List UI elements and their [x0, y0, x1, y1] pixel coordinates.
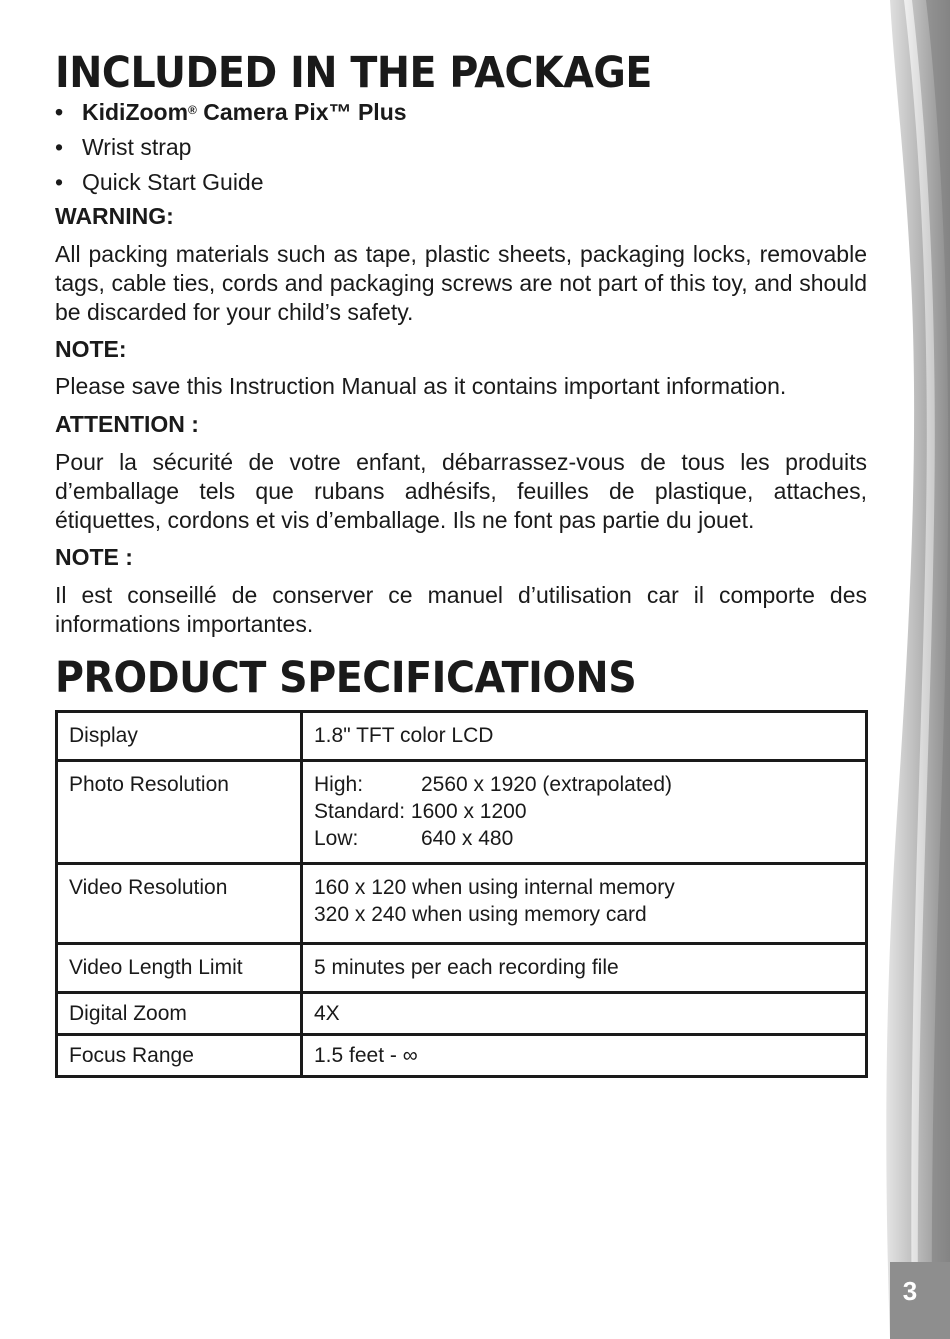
- spec-key: Video Resolution: [57, 864, 302, 944]
- decorative-swoosh: [860, 0, 950, 1339]
- page-number: 3: [902, 1276, 918, 1306]
- list-item: [55, 96, 407, 131]
- product-name-suffix: Camera Pix™ Plus: [196, 99, 407, 125]
- bullet: •: [55, 134, 64, 160]
- video-line: 320 x 240 when using memory card: [314, 903, 647, 926]
- spec-key: Digital Zoom: [57, 993, 302, 1035]
- included-title: INCLUDED IN THE PACKAGE: [55, 48, 652, 98]
- res-value: 640 x 480: [421, 827, 514, 850]
- video-line: 160 x 120 when using internal memory: [314, 876, 675, 899]
- item-label: Wrist strap: [82, 134, 192, 160]
- item-label: Quick Start Guide: [82, 169, 264, 195]
- warning-label: WARNING:: [55, 203, 174, 229]
- bullet: •: [55, 99, 64, 125]
- table-row: [57, 864, 867, 944]
- specs-title: PRODUCT SPECIFICATIONS: [55, 653, 637, 703]
- note-text: Please save this Instruction Manual as it contains important information.: [55, 373, 787, 399]
- bullet: •: [55, 169, 64, 195]
- photo-standard: [314, 798, 854, 825]
- photo-high: [314, 771, 854, 798]
- note-fr-label: NOTE :: [55, 544, 133, 570]
- spec-value: 5 minutes per each recording file: [302, 944, 867, 993]
- spec-value: 4X: [302, 993, 867, 1035]
- note-fr-text: Il est conseillé de conserver ce manuel d’utilisation car il comporte des informations importantes.: [55, 582, 867, 637]
- res-label: Low:: [314, 827, 359, 850]
- spec-value: [302, 761, 867, 864]
- registered-mark: ®: [188, 103, 197, 117]
- spec-key: Display: [57, 712, 302, 761]
- photo-low: [314, 825, 854, 852]
- product-name: KidiZoom: [82, 99, 189, 125]
- table-row: [57, 761, 867, 864]
- attention-label: ATTENTION :: [55, 411, 199, 437]
- spec-value: 1.5 feet - ∞: [302, 1035, 867, 1077]
- res-value: 2560 x 1920 (extrapolated): [421, 773, 673, 796]
- res-value: 1600 x 1200: [410, 800, 527, 823]
- list-item: [55, 166, 407, 201]
- specs-table: [55, 710, 868, 1078]
- warning-text: All packing materials such as tape, plastic sheets, packaging locks, removable tags, cable ties, cords and packaging screws are not part of this toy, and should be discarded for your child’s safety.: [55, 241, 867, 325]
- res-label: Standard:: [314, 800, 406, 823]
- table-row: [57, 993, 867, 1035]
- spec-value: [302, 864, 867, 944]
- table-row: [57, 944, 867, 993]
- list-item: [55, 131, 407, 166]
- table-row: [57, 1035, 867, 1077]
- package-contents-list: [55, 96, 407, 201]
- table-row: [57, 712, 867, 761]
- res-label: High:: [314, 773, 364, 796]
- spec-value: 1.8" TFT color LCD: [302, 712, 867, 761]
- attention-text: Pour la sécurité de votre enfant, débarrassez-vous de tous les produits d’emballage tels que rubans adhésifs, feuilles de plastique, attaches, étiquettes, cordons et vis d’emballage. Ils ne font pas partie du jouet.: [55, 449, 867, 533]
- spec-key: Video Length Limit: [57, 944, 302, 993]
- spec-key: Photo Resolution: [57, 761, 302, 864]
- note-label: NOTE:: [55, 336, 127, 362]
- spec-key: Focus Range: [57, 1035, 302, 1077]
